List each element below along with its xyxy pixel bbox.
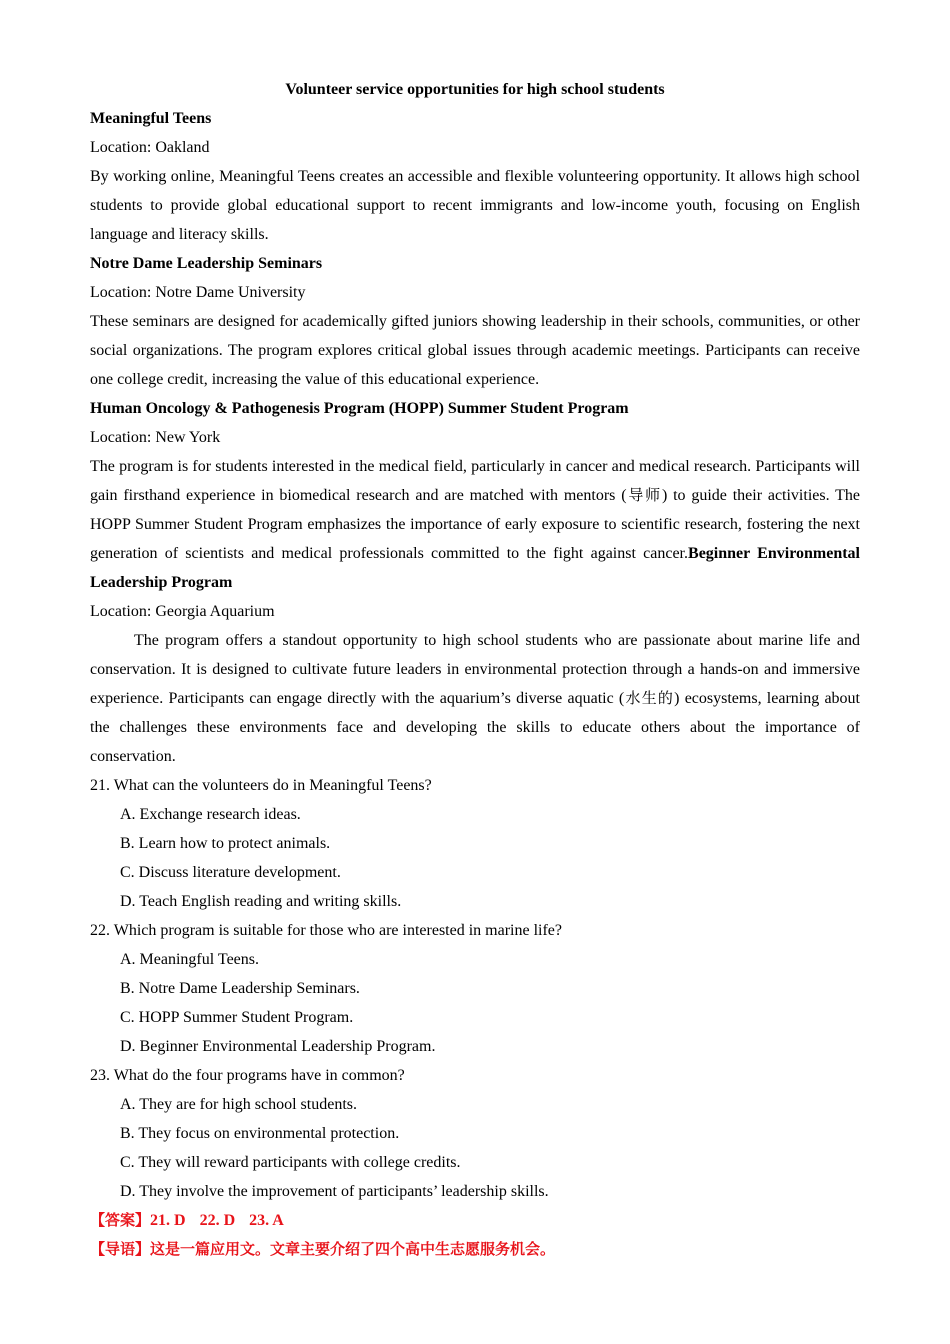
- program-2-location: Location: Notre Dame University: [90, 284, 306, 301]
- program-1-location: Location: Oakland: [90, 139, 210, 156]
- guide-line: [90, 1235, 860, 1264]
- program-4-description: [90, 626, 860, 771]
- program-3-gloss: 导师: [626, 486, 662, 504]
- question-22-option-c: C. HOPP Summer Student Program.: [120, 1009, 354, 1026]
- question-23-option-c: C. They will reward participants with college credits.: [120, 1154, 461, 1171]
- answer-item-22: 22. D: [199, 1212, 236, 1229]
- program-4-name: Beginner Environmental Leadership Program: [90, 545, 861, 591]
- answer-label: 【答案】: [90, 1211, 151, 1229]
- program-2-description: These seminars are designed for academically gifted juniors showing leadership in their schools, communities, or other social organizations. The program explores critical global issues through academic meetings. Participants can receive one college credit, increasing the value of this educational experience.: [90, 313, 860, 388]
- question-23-option-d: D. They involve the improvement of participants’ leadership skills.: [120, 1183, 549, 1200]
- program-4-location: Location: Georgia Aquarium: [90, 603, 275, 620]
- program-2-name: Notre Dame Leadership Seminars: [90, 255, 323, 272]
- question-21-option-c: C. Discuss literature development.: [120, 864, 341, 881]
- question-23-option-a: A. They are for high school students.: [120, 1096, 357, 1113]
- question-21-stem: 21. What can the volunteers do in Meaningful Teens?: [90, 777, 432, 794]
- program-3-location: Location: New York: [90, 429, 221, 446]
- answer-item-23: 23. A: [249, 1212, 284, 1229]
- answer-item-21: 21. D: [150, 1212, 186, 1229]
- program-3-description-part-2: ) to guide their activities. The HOPP Summer Student Program emphasizes the importance of early exposure to scientific research, fostering the next generation of scientists and medical professionals committed to the fight against cancer.: [90, 487, 860, 562]
- question-21-option-a: A. Exchange research ideas.: [120, 806, 301, 823]
- program-4-description-part-1: The program offers a standout opportunity to high school students who are passionate about marine life and conservation. It is designed to cultivate future leaders in environmental protection through a hands-on and immersive experience. Participants can engage directly with the aquarium’s diverse aquatic (: [90, 632, 860, 707]
- question-22-stem: 22. Which program is suitable for those who are interested in marine life?: [90, 922, 562, 939]
- program-4-gloss: 水生的: [624, 689, 675, 707]
- program-3-description: [90, 452, 860, 597]
- program-4-description-part-2: ) ecosystems, learning about the challenges these environments face and developing the skills to educate others about the importance of conservation.: [90, 690, 860, 765]
- program-1-description: By working online, Meaningful Teens creates an accessible and flexible volunteering opportunity. It allows high school students to provide global educational support to recent immigrants and low-income youth, focusing on English language and literacy skills.: [90, 168, 860, 243]
- guide-text: 这是一篇应用文。文章主要介绍了四个高中生志愿服务机会。: [150, 1240, 556, 1258]
- answer-key: [90, 1206, 860, 1235]
- guide-label: 【导语】: [90, 1240, 151, 1258]
- program-3-description-part-1: The program is for students interested in the medical field, particularly in cancer and medical research. Participants will gain firsthand experience in biomedical research and are matched with mentors (: [90, 458, 860, 504]
- question-22-option-a: A. Meaningful Teens.: [120, 951, 259, 968]
- question-22-option-b: B. Notre Dame Leadership Seminars.: [120, 980, 360, 997]
- question-23-stem: 23. What do the four programs have in common?: [90, 1067, 405, 1084]
- program-1-name: Meaningful Teens: [90, 110, 212, 127]
- document-page: [90, 75, 860, 1264]
- question-21-option-b: B. Learn how to protect animals.: [120, 835, 331, 852]
- question-23-option-b: B. They focus on environmental protection.: [120, 1125, 400, 1142]
- document-title: Volunteer service opportunities for high school students: [285, 81, 665, 98]
- program-3-name: Human Oncology & Pathogenesis Program (HOPP) Summer Student Program: [90, 400, 629, 417]
- question-22-option-d: D. Beginner Environmental Leadership Program.: [120, 1038, 436, 1055]
- question-21-option-d: D. Teach English reading and writing skills.: [120, 893, 402, 910]
